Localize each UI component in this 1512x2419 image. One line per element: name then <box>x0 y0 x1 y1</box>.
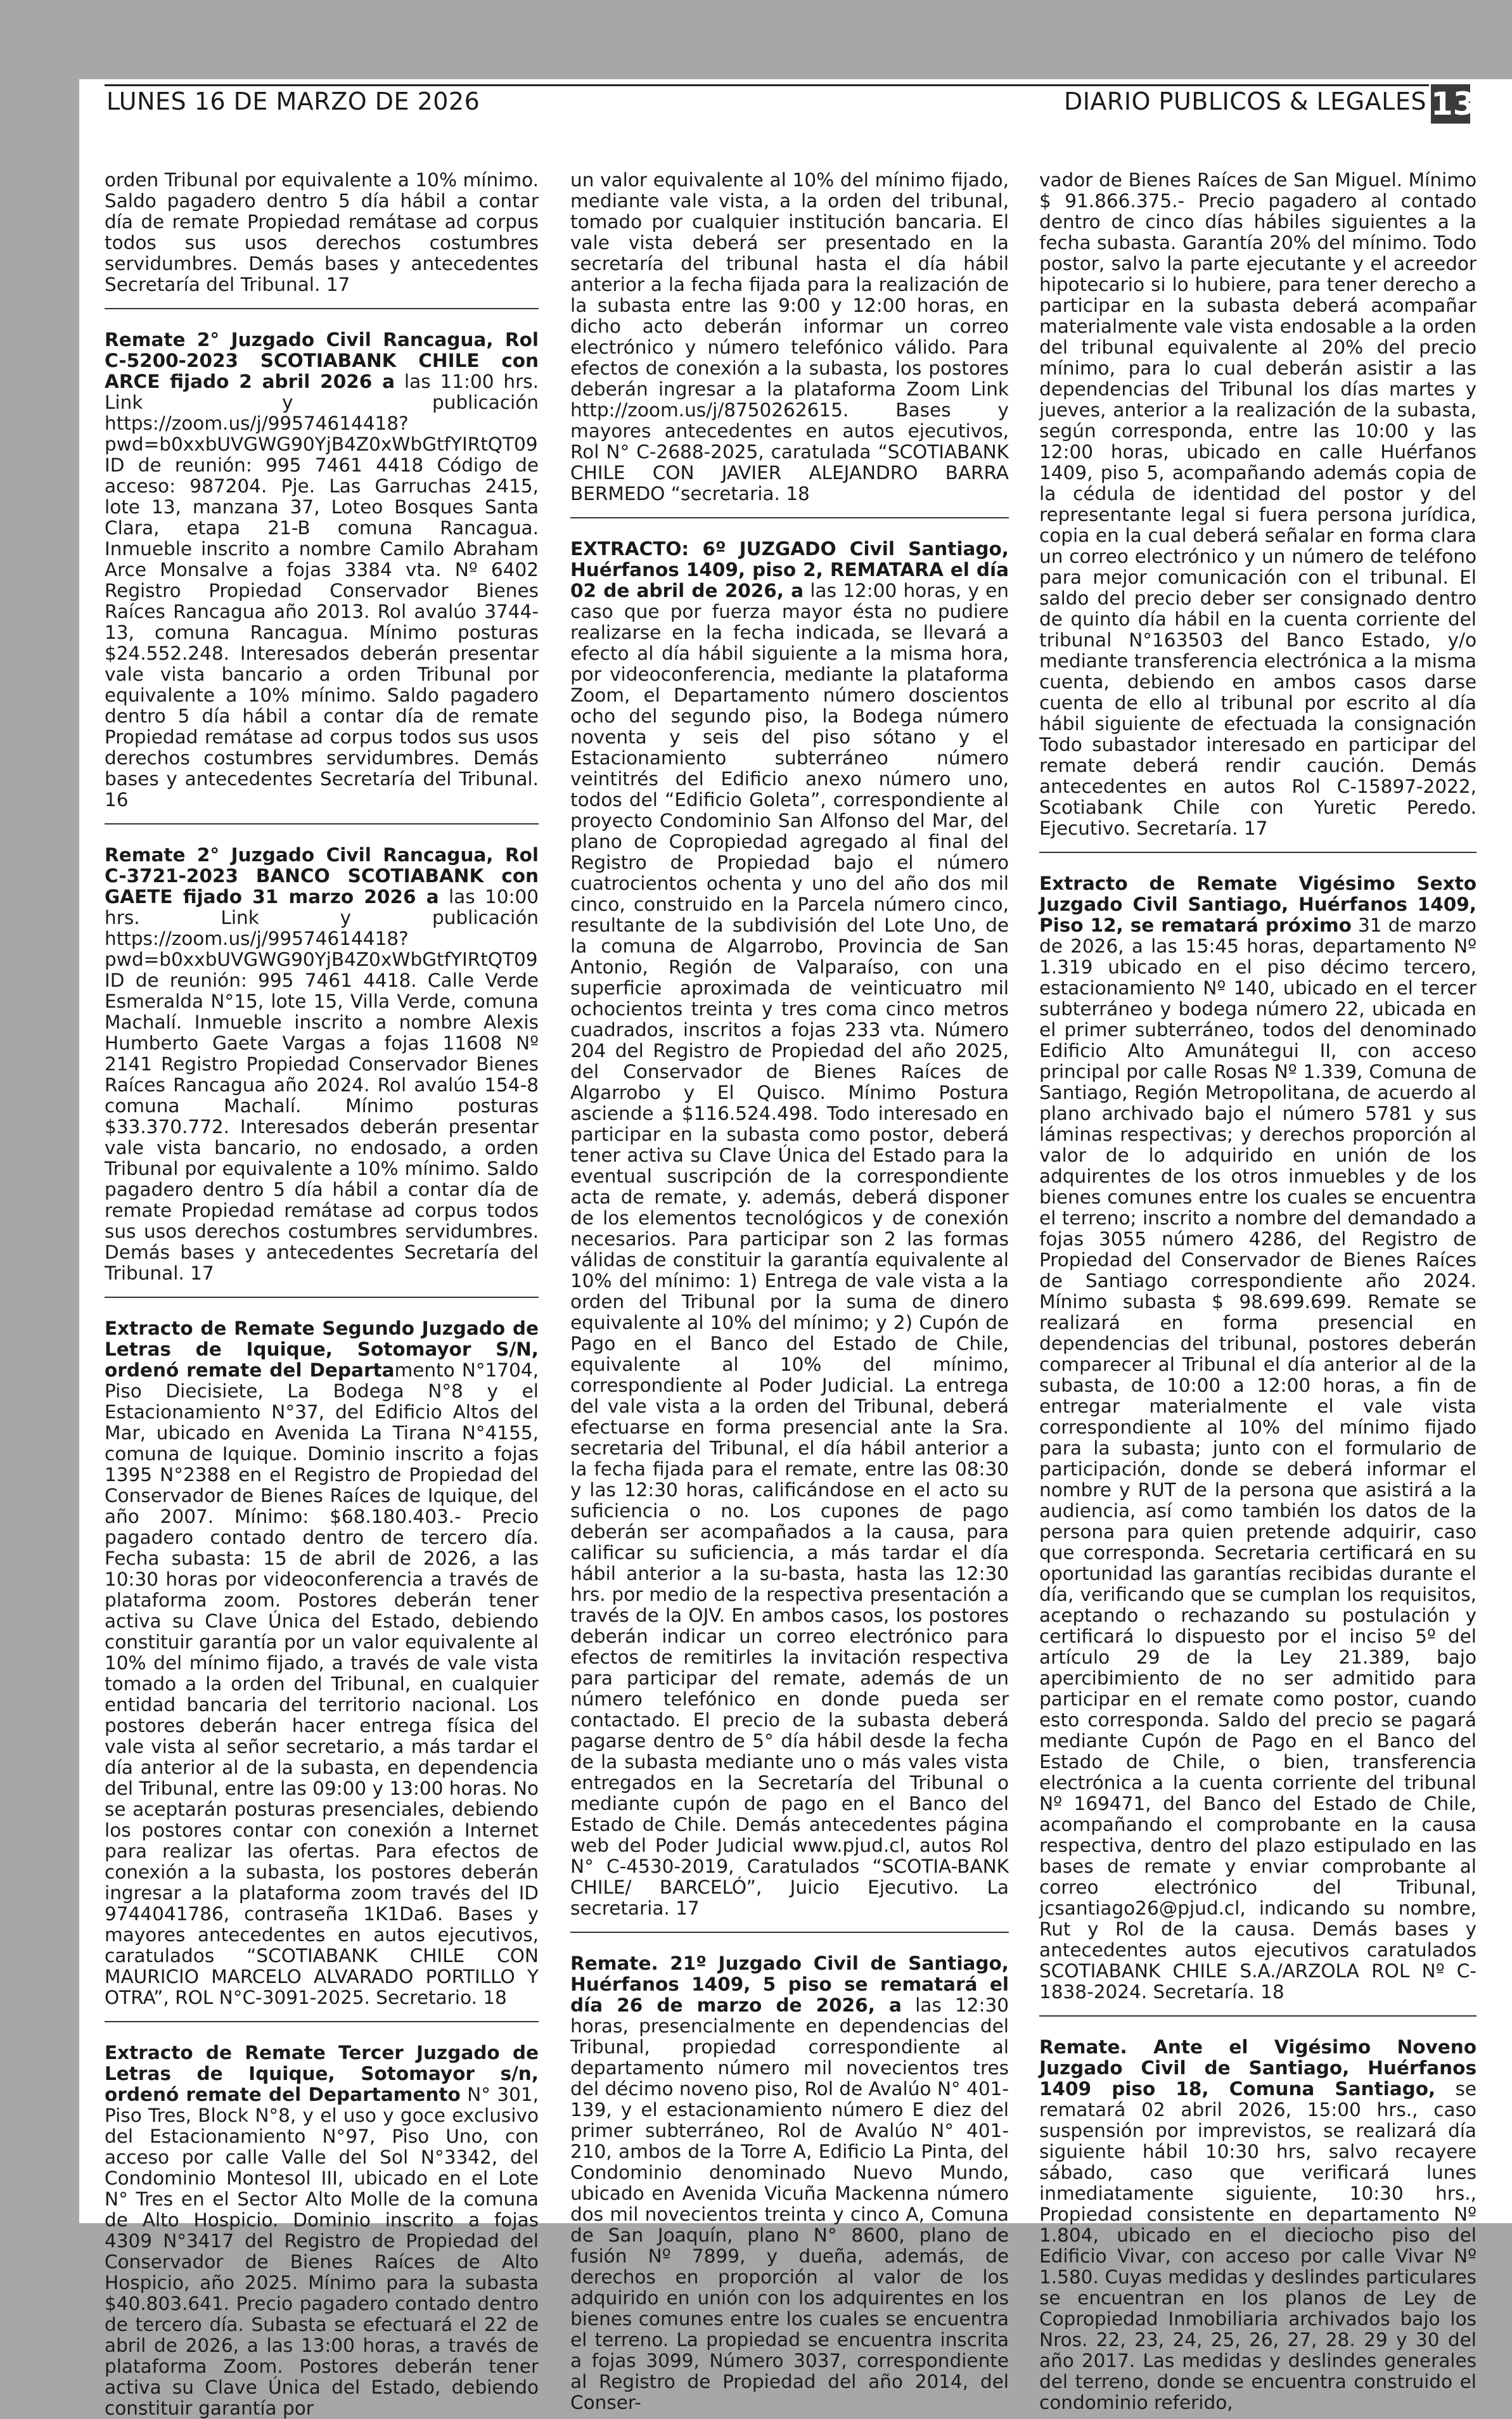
notice-1-5: Extracto de Remate Tercer Juzgado de Letras de Iquique, Sotomayor s/n, ordenó remate del Departamento N° 301, Piso Tres, Block N°8, y el uso y goce exclusivo del Estacionamiento N°97, Piso Uno, con acceso por calle Valle del Sol N°3342, del Condominio Montesol III, ubicado en el Lote N° Tres en el Sector Alto Molle de la comuna de Alto Hospicio. Dominio inscrito a fojas 4309 N°3417 del Registro de Propiedad del Conservador de Bienes Raíces de Alto Hospicio, año 2025. Mínimo para la subasta $40.803.641. Precio pagadero contado dentro de tercero día. Subasta se efectuará el 22 de abril de 2026, a las 13:00 horas, a través de plataforma Zoom. Postores deberán tener activa su Clave Única del Estado, debiendo constituir garantía por <box>105 2042 539 2419</box>
notice-3-1: vador de Bienes Raíces de San Miguel. Mínimo $ 91.866.375.- Precio pagadero al contado dentro de cinco días hábiles siguientes a la fecha subasta. Garantía 20% del mínimo. Todo postor, salvo la parte ejecutante y el acreedor hipotecario si lo hubiere, para tener derecho a participar en la subasta deberá acompañar materialmente vale vista endosable a la orden del tribunal equivalente al 20% del precio mínimo, para lo cual deberán asistir a las dependencias del Tribunal los días martes y jueves, anterior a la realización de la subasta, según corresponda, entre las 10:00 y las 12:00 horas, ubicado en calle Huérfanos 1409, piso 5, acompañando además copia de la cédula de identidad del postor y del representante legal si fuera persona jurídica, copia en la cual deberá señalar en forma clara un correo electrónico y un número de teléfono para mejor comunicación con el tribunal. El saldo del precio deber ser consignado dentro de quinto día hábil en la cuenta corriente del tribunal N°163503 del Banco Estado, y/o mediante transferencia electrónica a la misma cuenta, debiendo en ambos casos darse cuenta de ello al tribunal por escrito al día hábil siguiente de efectuada la consignación Todo subastador interesado en participar del remate deberá rendir caución. Demás antecedentes en autos Rol C-15897-2022, Scotiabank Chile con Yuretic Peredo. Ejecutivo. Secretaría. 17 <box>1039 169 1477 839</box>
notice-3-2: Extracto de Remate Vigésimo Sexto Juzgado Civil Santiago, Huérfanos 1409, Piso 12, se rematará próximo 31 de marzo de 2026, a las 15:45 horas, departamento Nº 1.319 ubicado en el piso décimo tercero, estacionamiento Nº 140, ubicado en el tercer subterráneo y bodega número 22, ubicada en el primer subterráneo, todos del denominado Edificio Alto Amunátegui II, con acceso principal por calle Rosas Nº 1.339, Comuna de Santiago, Región Metropolitana, de acuerdo al plano archivado bajo el número 5781 y sus láminas respectivas; y derechos proporción al valor de lo adquirido en unión de los adquirentes de los otros inmuebles y de los bienes comunes entre los cuales se encuentra el terreno; inscrito a nombre del demandado a fojas 3055 número 4286, del Registro de Propiedad del Conservador de Bienes Raíces de Santiago correspondiente año 2024. Mínimo subasta $ 98.699.699. Remate se realizará en forma presencial en dependencias del tribunal, postores deberán comparecer al Tribunal el día anterior al de la subasta, de 10:00 a 12:00 horas, a fin de entregar materialmente el vale vista correspondiente al 10% del mínimo fijado para la subasta; junto con el formulario de participación, donde se deberá informar el nombre y RUT de la persona que asistirá a la audiencia, así como también los datos de la persona para quien pretende adquirir, caso que corresponda. Secretaria certificará en su oportunidad las garantías recibidas durante el día, verificando que se cumplan los requisitos, aceptando o rechazando su postulación y certificará lo dispuesto por el inciso 5º del artículo 29 de la Ley 21.389, bajo apercibimiento de no ser admitido para participar en el remate como postor, cuando esto corresponda. Saldo del precio se pagará mediante Cupón de Pago en el Banco del Estado de Chile, o bien, transferencia electrónica a la cuenta corriente del tribunal Nº 169471, del Banco del Estado de Chile, acompañando el comprobante en la causa respectiva, dentro del plazo estipulado en las bases de remate y enviar comprobante al correo electrónico del Tribunal, jcsantiago26@pjud.cl, indicando su nombre, Rut y Rol de la causa. Demás bases y antecedentes autos ejecutivos caratulados SCOTIABANK CHILE S.A./ARZOLA ROL Nº C-1838-2024. Secretaría. 18 <box>1039 873 1477 2003</box>
header-date: LUNES 16 DE MARZO DE 2026 <box>106 87 480 115</box>
notice-divider <box>570 517 1009 518</box>
notice-divider <box>105 2021 539 2022</box>
notice-2-1: un valor equivalente al 10% del mínimo fijado, mediante vale vista, a la orden del tribunal, tomado por cualquier institución bancaria. El vale vista deberá ser presentado en la secretaría del tribunal hasta el día hábil anterior a la fecha fijada para la realización de la subasta entre las 9:00 y 12:00 horas, en dicho acto deberán informar un correo electrónico y número telefónico válido. Para efectos de conexión a la subasta, los postores deberán ingresar a la plataforma Zoom Link http://zoom.us/j/8750262615. Bases y mayores antecedentes en autos ejecutivos, Rol N° C-2688-2025, caratulada “SCOTIABANK CHILE CON JAVIER ALEJANDRO BARRA BERMEDO “secretaria. 18 <box>570 169 1009 504</box>
notice-1-2: Remate 2° Juzgado Civil Rancagua, Rol C-5200-2023 SCOTIABANK CHILE con ARCE fijado 2 abril 2026 a las 11:00 hrs. Link y publicación https://zoom.us/j/99574614418?pwd=b0xxbUVGWG90YjB4Z0xWbGtfYIRtQT09 ID de reunión: 995 7461 4418 Código de acceso: 987204. Pje. Las Garruchas 2415, lote 13, manzana 37, Loteo Bosques Santa Clara, etapa 21-B comuna Rancagua. Inmueble inscrito a nombre Camilo Abraham Arce Monsalve a fojas 3384 vta. Nº 6402 Registro Propiedad Conservador Bienes Raíces Rancagua año 2013. Rol avalúo 3744-13, comuna Rancagua. Mínimo posturas $24.552.248. Interesados deberán presentar vale vista bancario a orden Tribunal por equivalente a 10% mínimo. Saldo pagadero dentro 5 día hábil a contar día de remate Propiedad remátase ad corpus todos sus usos derechos costumbres servidumbres. Demás bases y antecedentes Secretaría del Tribunal. 16 <box>105 329 539 811</box>
notice-1-4: Extracto de Remate Segundo Juzgado de Letras de Iquique, Sotomayor S/N, ordenó remate del Departamento N°1704, Piso Diecisiete, La Bodega N°8 y el Estacionamiento N°37, del Edificio Altos del Mar, ubicado en Avenida La Tirana N°4155, comuna de Iquique. Dominio inscrito a fojas 1395 N°2388 en el Registro de Propiedad del Conservador de Bienes Raíces de Iquique, del año 2007. Mínimo: $68.180.403.- Precio pagadero contado dentro de tercero día. Fecha subasta: 15 de abril de 2026, a las 10:30 horas por videoconferencia a través de plataforma zoom. Postores deberán tener activa su Clave Única del Estado, debiendo constituir garantía por un valor equivalente al 10% del mínimo fijado, a través de vale vista tomado a la orden del Tribunal, en cualquier entidad bancaria del territorio nacional. Los postores deberán hacer entrega física del vale vista al señor secretario, a más tardar el día anterior al de la subasta, en dependencia del Tribunal, entre las 09:00 y 13:00 horas. No se aceptarán posturas presenciales, debiendo los postores contar con conexión a Internet para realizar las ofertas. Para efectos de conexión a la subasta, los postores deberán ingresar a la plataforma zoom través del ID 9744041786, contraseña 1K1Da6. Bases y mayores antecedentes en autos ejecutivos, caratulados “SCOTIABANK CHILE CON MAURICIO MARCELO ALVARADO PORTILLO Y OTRA”, ROL N°C-3091-2025. Secretario. 18 <box>105 1318 539 2008</box>
notice-divider <box>1039 852 1477 853</box>
column-3 <box>1039 169 1477 2413</box>
notice-2-2: EXTRACTO: 6º JUZGADO Civil Santiago, Huérfanos 1409, piso 2, REMATARA el día 02 de abril de 2026, a las 12:00 horas, y en caso que por fuerza mayor ésta no pudiere realizarse en la fecha indicada, se llevará a efecto al día hábil siguiente a la misma hora, por videoconferencia, mediante la plataforma Zoom, el Departamento número doscientos ocho del segundo piso, la Bodega número noventa y seis del piso sótano y el Estacionamiento subterráneo número veintitrés del Edificio anexo número uno, todos del “Edificio Goleta”, correspondiente al proyecto Condominio San Alfonso del Mar, del plano de Copropiedad agregado al final del Registro de Propiedad bajo el número cuatrocientos ochenta y uno del año dos mil cinco, construido en la Parcela número cinco, resultante de la subdivisión del Lote Uno, de la comuna de Algarrobo, Provincia de San Antonio, Región de Valparaíso, con una superficie aproximada de veinticuatro mil ochocientos treinta y tres coma cinco metros cuadrados, inscritos a fojas 233 vta. Número 204 del Registro de Propiedad del año 2025, del Conservador de Bienes Raíces de Algarrobo y El Quisco. Mínimo Postura asciende a $116.524.498. Todo interesado en participar en la subasta como postor, deberá tener activa su Clave Única del Estado para la eventual suscripción de la correspondiente acta de remate, y. además, deberá disponer de los elementos tecnológicos y de conexión necesarios. Para participar son 2 las formas válidas de constituir la garantía equivalente al 10% del mínimo: 1) Entrega de vale vista a la orden del Tribunal por la suma de dinero equivalente al 10% del mínimo; y 2) Cupón de Pago en el Banco del Estado de Chile, equivalente al 10% del mínimo, correspondiente al Poder Judicial. La entrega del vale vista a la orden del Tribunal, deberá efectuarse en forma presencial ante la Sra. secretaria del Tribunal, el día hábil anterior a la fecha fijada para el remate, entre las 08:30 y las 12:30 horas, calificándose en el acto su suficiencia o no. Los cupones de pago deberán ser acompañados a la causa, para calificar su suficiencia, a más tardar el día hábil anterior a la su-basta, hasta las 12:30 hrs. por medio de la respectiva presentación a través de la OJV. En ambos casos, los postores deberán indicar un correo electrónico para efectos de remitirles la invitación respectiva para participar del remate, además de un número telefónico en donde pueda ser contactado. El precio de la subasta deberá pagarse dentro de 5° día hábil desde la fecha de la subasta mediante uno o más vales vista entregados en la Secretaría del Tribunal o mediante cupón de pago en el Banco del Estado de Chile. Demás antecedentes página web del Poder Judicial www.pjud.cl, autos Rol N° C-4530-2019, Caratulados “SCOTIA-BANK CHILE/ BARCELÓ”, Juicio Ejecutivo. La secretaria. 17 <box>570 538 1009 1919</box>
column-2 <box>570 169 1009 2413</box>
notice-divider <box>1039 2015 1477 2017</box>
page-number-badge: 13 <box>1431 86 1475 122</box>
notice-2-3: Remate. 21º Juzgado Civil de Santiago, Huérfanos 1409, 5 piso se rematará el día 26 de marzo de 2026, a las 12:30 horas, presencialmente en dependencias del Tribunal, propiedad correspondiente al departamento número mil novecientos tres del décimo noveno piso, Rol de Avalúo N° 401-139, y el estacionamiento número E diez del primer subterráneo, Rol de Avalúo N° 401-210, ambos de la Torre A, Edificio La Pinta, del Condominio denominado Nuevo Mundo, ubicado en Avenida Vicuña Mackenna número dos mil novecientos treinta y cinco A, Comuna de San Joaquín, plano N° 8600, plano de fusión Nº 7899, y dueña, además, de derechos en proporción al valor de los adquirido en unión con los adquirentes en los bienes comunes entre los cuales se encuentra el terreno. La propiedad se encuentra inscrita a fojas 3099, Número 3037, correspondiente al Registro de Propiedad del año 2014, del Conser- <box>570 1953 1009 2413</box>
notice-1-3: Remate 2° Juzgado Civil Rancagua, Rol C-3721-2023 BANCO SCOTIABANK con GAETE fijado 31 marzo 2026 a las 10:00 hrs. Link y publicación https://zoom.us/j/99574614418?pwd=b0xxbUVGWG90YjB4Z0xWbGtfYIRtQT09 ID de reunión: 995 7461 4418. Calle Verde Esmeralda N°15, lote 15, Villa Verde, comuna Machalí. Inmueble inscrito a nombre Alexis Humberto Gaete Vargas a fojas 11608 Nº 2141 Registro Propiedad Conservador Bienes Raíces Rancagua año 2024. Rol avalúo 154-8 comuna Machalí. Mínimo posturas $33.370.772. Interesados deberán presentar vale vista bancario, no endosado, a orden Tribunal por equivalente a 10% mínimo. Saldo pagadero dentro 5 día hábil a contar día de remate Propiedad remátase ad corpus todos sus usos derechos costumbres servidumbres. Demás bases y antecedentes Secretaría del Tribunal. 17 <box>105 844 539 1284</box>
notice-1-1: orden Tribunal por equivalente a 10% mínimo. Saldo pagadero dentro 5 día hábil a contar día de remate Propiedad remátase ad corpus todos sus usos derechos costumbres servidumbres. Demás bases y antecedentes Secretaría del Tribunal. 17 <box>105 169 539 295</box>
publication-title: DIARIO PUBLICOS & LEGALES <box>1063 87 1426 115</box>
notice-divider <box>570 1932 1009 1933</box>
notice-divider <box>105 1297 539 1298</box>
notice-divider <box>105 823 539 825</box>
notice-divider <box>105 308 539 309</box>
notice-3-3: Remate. Ante el Vigésimo Noveno Juzgado Civil de Santiago, Huérfanos 1409 piso 18, Comuna Santiago, se rematará 02 abril 2026, 15:00 hrs., caso suspensión por imprevistos, se realizará día siguiente hábil 10:30 hrs, salvo recayere sábado, caso que verificará lunes inmediatamente siguiente, 10:30 hrs., Propiedad consistente en departamento Nº 1.804, ubicado en el dieciocho piso del Edificio Vivar, con acceso por calle Vivar Nº 1.580. Cuyas medidas y deslindes particulares se encuentran en los planos de Ley de Copropiedad Inmobiliaria archivados bajo los Nros. 22, 23, 24, 25, 26, 27, 28. 29 y 30 del año 2017. Las medidas y deslindes generales del terreno, donde se encuentra construido el condominio referido, <box>1039 2036 1477 2413</box>
header-rule <box>105 84 1429 86</box>
column-1 <box>105 169 539 2419</box>
